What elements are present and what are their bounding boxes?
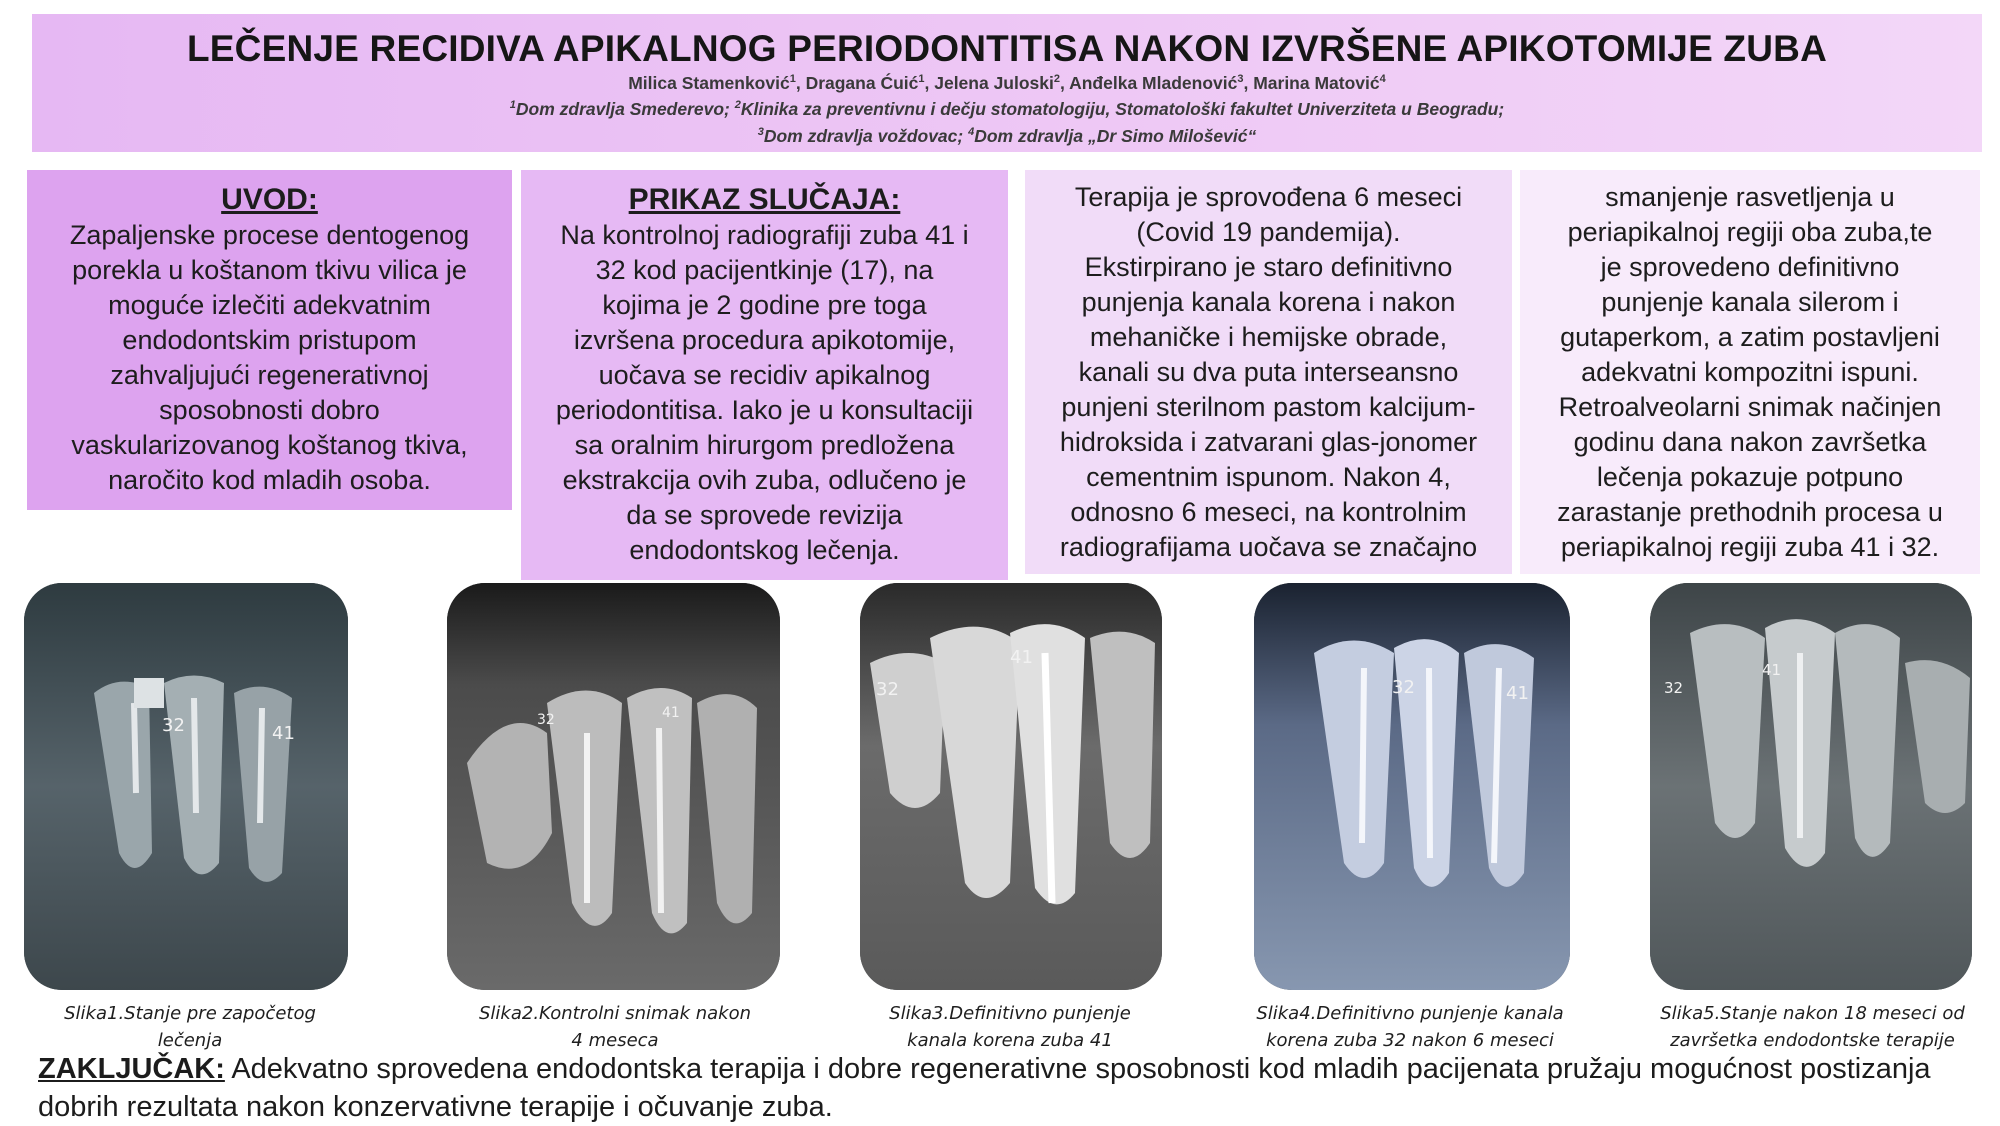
text-line: korena zuba 32 nakon 6 meseci [1266, 1030, 1554, 1051]
conclusion-text: Adekvatno sprovedena endodontska terapija i dobre regenerativne sposobnosti kod mladih pacijenata pružaju mogućnost postizanja dobrih rezultata nakon konzervativne terapije i očuvanje zuba. [38, 1053, 1931, 1123]
text-line: moguće izlečiti adekvatnim [108, 290, 431, 320]
text-line: endodontskim pristupom [122, 325, 417, 355]
uvod-heading: UVOD: [221, 183, 318, 216]
text-line: endodontskog lečenja. [629, 535, 900, 565]
text-line: Slika1.Stanje pre započetog [64, 1003, 316, 1024]
text-line: lečenja pokazuje potpuno [1596, 462, 1904, 492]
author-list: Milica Stamenković$^1$, Dragana Ćuić$^1$, Jelena Juloski$^2$, Anđelka Mladenović$^3$, Marina Matović$^4$ [628, 73, 1386, 93]
affiliations-line-1 [32, 94, 1982, 121]
tooth-number-label: 32 [162, 715, 185, 736]
text-line: godinu dana nakon završetka [1573, 427, 1927, 457]
text-line: Slika2.Kontrolni snimak nakon [478, 1003, 752, 1024]
text-line: 4 meseca [571, 1030, 659, 1051]
text-line: punjeni sterilnom pastom kalcijum- [1061, 392, 1476, 422]
tooth-number-label: 32 [537, 712, 555, 728]
tooth-number-label: 41 [1506, 683, 1529, 704]
text-line: Retroalveolarni snimak načinjen [1558, 392, 1942, 422]
text-line: hidroksida i zatvarani glas-jonomer [1059, 427, 1478, 457]
terapija-text [1041, 180, 1496, 565]
affiliation: Dom zdravlja Smederevo; [515, 98, 735, 119]
uvod-section [27, 170, 512, 510]
text-line: radiografijama uočava se značajno [1059, 532, 1478, 562]
tooth-number-label: 41 [1762, 661, 1782, 679]
author-name: Jelena Juloski [934, 73, 1054, 93]
text-line: Terapija je sprovođena 6 meseci [1074, 182, 1463, 212]
nastavak-section [1520, 170, 1980, 574]
text-line: punjenja kanala korena i nakon [1081, 287, 1456, 317]
affil-number: 3 [757, 125, 764, 138]
tooth-number-label: 41 [1010, 647, 1033, 668]
author-name: Milica Stamenković [628, 73, 790, 93]
text-line: kojima je 2 godine pre toga [602, 290, 927, 320]
text-line: Slika4.Definitivno punjenje kanala [1256, 1003, 1564, 1024]
author-affil-number: 1 [918, 73, 925, 86]
prikaz-text [537, 218, 992, 568]
author-affil-number: 2 [1053, 73, 1061, 86]
text-line: kanala korena zuba 41 [907, 1030, 1113, 1051]
text-line: Ekstirpirano je staro definitivno [1084, 252, 1453, 282]
text-line: zahvaljujući regenerativnoj [110, 360, 429, 390]
affil-number: 2 [734, 99, 741, 111]
tooth-number-label: 32 [876, 679, 899, 700]
author-affil-number: 4 [1379, 73, 1386, 86]
conclusion-section [38, 1050, 1978, 1126]
text-line: uočava se recidiv apikalnog [598, 360, 931, 390]
text-line: kanali su dva puta interseansno [1078, 357, 1459, 387]
text-line: 32 kod pacijentkinje (17), na [595, 255, 934, 285]
author-name: Anđelka Mladenović [1069, 73, 1238, 93]
poster-header [32, 14, 1982, 152]
affiliations-line-2 [32, 121, 1982, 148]
image-caption-1 [40, 1000, 340, 1054]
terapija-section [1025, 170, 1512, 574]
text-line: sa oralnim hirurgom predložena [574, 430, 955, 460]
text-line: naročito kod mladih osoba. [108, 465, 431, 495]
text-line: adekvatni kompozitni ispuni. [1581, 357, 1919, 387]
image-caption-4 [1235, 1000, 1585, 1054]
author-affil-number: 1 [789, 73, 796, 86]
text-line: punjenje kanala silerom i [1601, 287, 1899, 317]
conclusion-heading: ZAKLJUČAK: [38, 1053, 225, 1085]
affiliation: Dom zdravlja „Dr Simo Milošević“ [974, 125, 1257, 146]
text-line: sposobnosti dobro [159, 395, 380, 425]
author-affil-number: 3 [1237, 73, 1244, 86]
text-line: periapikalnoj regiji zuba 41 i 32. [1560, 532, 1940, 562]
text-line: gutaperkom, a zatim postavljeni [1560, 322, 1940, 352]
tooth-number-label: 32 [1392, 677, 1415, 698]
text-line: ekstrakcija ovih zuba, odlučeno je [562, 465, 967, 495]
image-caption-3 [855, 1000, 1165, 1054]
nastavak-text [1534, 180, 1966, 565]
text-line: Slika3.Definitivno punjenje [889, 1003, 1131, 1024]
text-line: je sprovedeno definitivno [1600, 252, 1900, 282]
text-line: lečenja [157, 1030, 223, 1051]
text-line: vaskularizovanog koštanog tkiva, [71, 430, 468, 460]
image-caption-5 [1645, 1000, 1980, 1054]
poster-title: LEČENJE RECIDIVA APIKALNOG PERIODONTITISA NAKON IZVRŠENE APIKOTOMIJE ZUBA [187, 28, 1827, 69]
text-line: porekla u koštanom tkivu vilica je [72, 255, 467, 285]
uvod-text [41, 218, 498, 498]
affiliation: Klinika za preventivnu i dečju stomatologiju, Stomatološki fakultet Univerziteta u Beogradu; [740, 98, 1505, 119]
text-line: cementnim ispunom. Nakon 4, [1086, 462, 1451, 492]
affiliation: Dom zdravlja voždovac; [763, 125, 969, 146]
affil-number: 4 [968, 125, 975, 138]
text-line: periodontitisa. Iako je u konsultaciji [555, 395, 974, 425]
radiograph-image-4 [1254, 583, 1570, 990]
image-caption-2 [455, 1000, 775, 1054]
radiograph-image-2 [447, 583, 780, 990]
text-line: izvršena procedura apikotomije, [573, 325, 956, 355]
text-line: mehaničke i hemijske obrade, [1089, 322, 1448, 352]
author-name: Marina Matović [1253, 73, 1380, 93]
text-line: završetka endodontske terapije [1670, 1030, 1955, 1051]
text-line: odnosno 6 meseci, na kontrolnim [1070, 497, 1467, 527]
prikaz-heading: PRIKAZ SLUČAJA: [628, 183, 901, 216]
prikaz-slucaja-section [521, 170, 1008, 580]
text-line: smanjenje rasvetljenja u [1605, 182, 1895, 212]
text-line: (Covid 19 pandemija). [1136, 217, 1401, 247]
text-line: da se sprovede revizija [626, 500, 903, 530]
text-line: Zapaljenske procese dentogenog [69, 220, 470, 250]
author-name: Dragana Ćuić [805, 73, 919, 93]
radiograph-image-3 [860, 583, 1162, 990]
text-line: zarastanje prethodnih procesa u [1557, 497, 1943, 527]
text-line: Slika5.Stanje nakon 18 meseci od [1660, 1003, 1965, 1024]
tooth-number-label: 32 [1664, 679, 1684, 697]
radiograph-image-5 [1650, 583, 1972, 990]
tooth-number-label: 41 [272, 723, 295, 744]
text-line: Na kontrolnoj radiografiji zuba 41 i [560, 220, 969, 250]
affil-number: 1 [509, 99, 516, 111]
radiograph-image-1 [24, 583, 348, 990]
text-line: periapikalnoj regiji oba zuba,te [1567, 217, 1933, 247]
tooth-number-label: 41 [662, 705, 680, 721]
